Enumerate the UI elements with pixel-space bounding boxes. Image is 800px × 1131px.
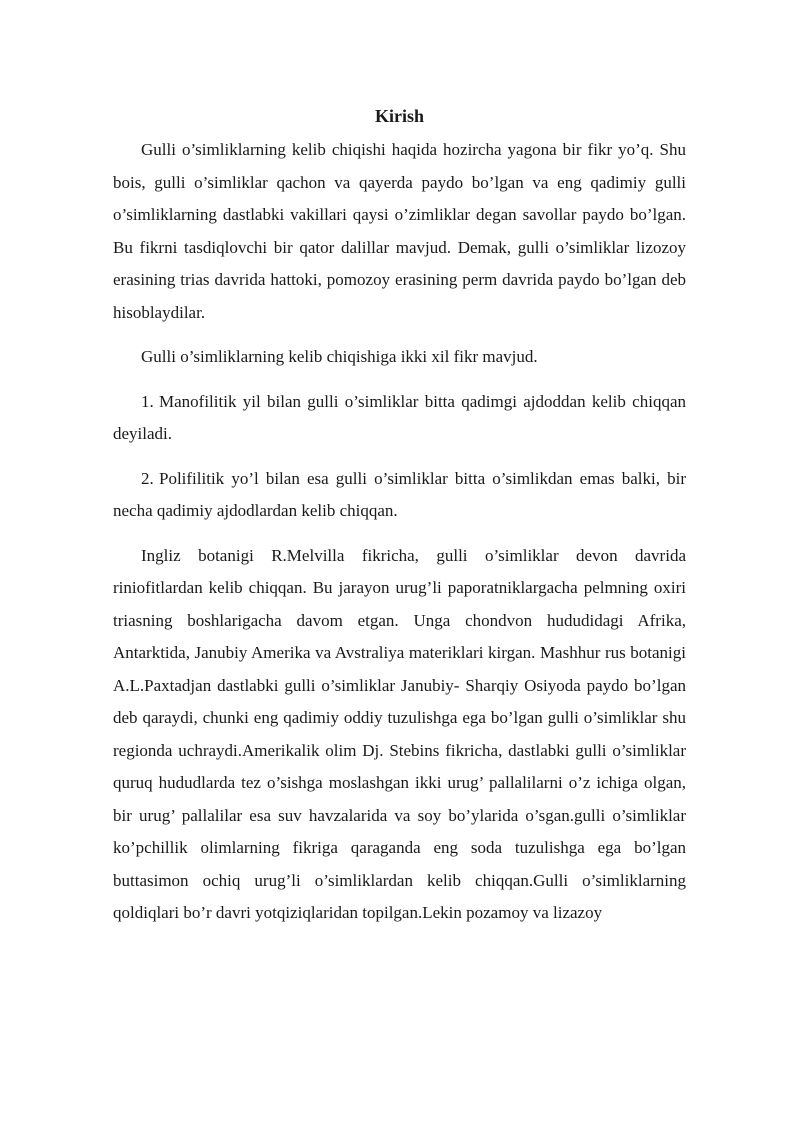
list-item-polyphyletic [113, 463, 686, 528]
paragraph-two-views: Gulli o’simliklarning kelib chiqishiga ikki xil fikr mavjud. [141, 347, 538, 366]
list-number: 1. [141, 391, 154, 411]
list-item-monophyletic [113, 386, 686, 451]
paragraph-theories: Ingliz botanigi R.Melvilla fikricha, gulli o’simliklar devon davrida riniofitlardan kelib chiqqan. Bu jarayon urug’li paporatniklargacha pelmning oxiri triasning boshlarigacha davom etgan. Unga chondvon hududidagi Afrika, Antarktida, Janubiy Amerika va Avstraliya materiklari kirgan. Mashhur rus botanigi A.L.Paxtadjan dastlabki gulli o’simliklar Janubiy- Sharqiy Osiyoda paydo bo’lgan deb qaraydi, chunki eng qadimiy oddiy tuzulishga ega bo’lgan gulli o’simliklar shu regionda uchraydi.Amerikalik olim Dj. Stebins fikricha, dastlabki gulli o’simliklar quruq hududlarda tez o’sishga moslashgan ikki urug’ pallalilarni o’z ichiga olgan, bir urug’ pallalilar esa suv havzalarida va soy bo’ylarida o’sgan.gulli o’simliklar ko’pchillik olimlarning fikriga qaraganda eng soda tuzulishga ega bo’lgan buttasimon ochiq urug’li o’simliklardan kelib chiqqan.Gulli o’simliklarning qoldiqlari bo’r davri yotqiziqlaridan topilgan.Lekin pozamoy va lizazoy [113, 545, 686, 922]
document-page [113, 100, 686, 930]
list-number: 2. [141, 468, 154, 488]
list-item-text: Manofilitik yil bilan gulli o’simliklar bitta qadimgi ajdoddan kelib chiqqan deyiladi. [113, 391, 686, 443]
list-item-text: Polifilitik yo’l bilan esa gulli o’simliklar bitta o’simlikdan emas balki, bir necha qadimiy ajdodlardan kelib chiqqan. [113, 468, 686, 520]
paragraph-intro: Gulli o’simliklarning kelib chiqishi haqida hozircha yagona bir fikr yo’q. Shu bois, gulli o’simliklar qachon va qayerda paydo bo’lgan va eng qadimiy gulli o’simliklarning dastlabki vakillari qaysi o’zimliklar degan savollar paydo bo’lgan. Bu fikrni tasdiqlovchi bir qator dalillar mavjud. Demak, gulli o’simliklar lizozoy erasining trias davrida hattoki, pomozoy erasining perm davrida paydo bo’lgan deb hisoblaydilar. [113, 140, 686, 322]
document-title: Kirish [374, 106, 424, 126]
